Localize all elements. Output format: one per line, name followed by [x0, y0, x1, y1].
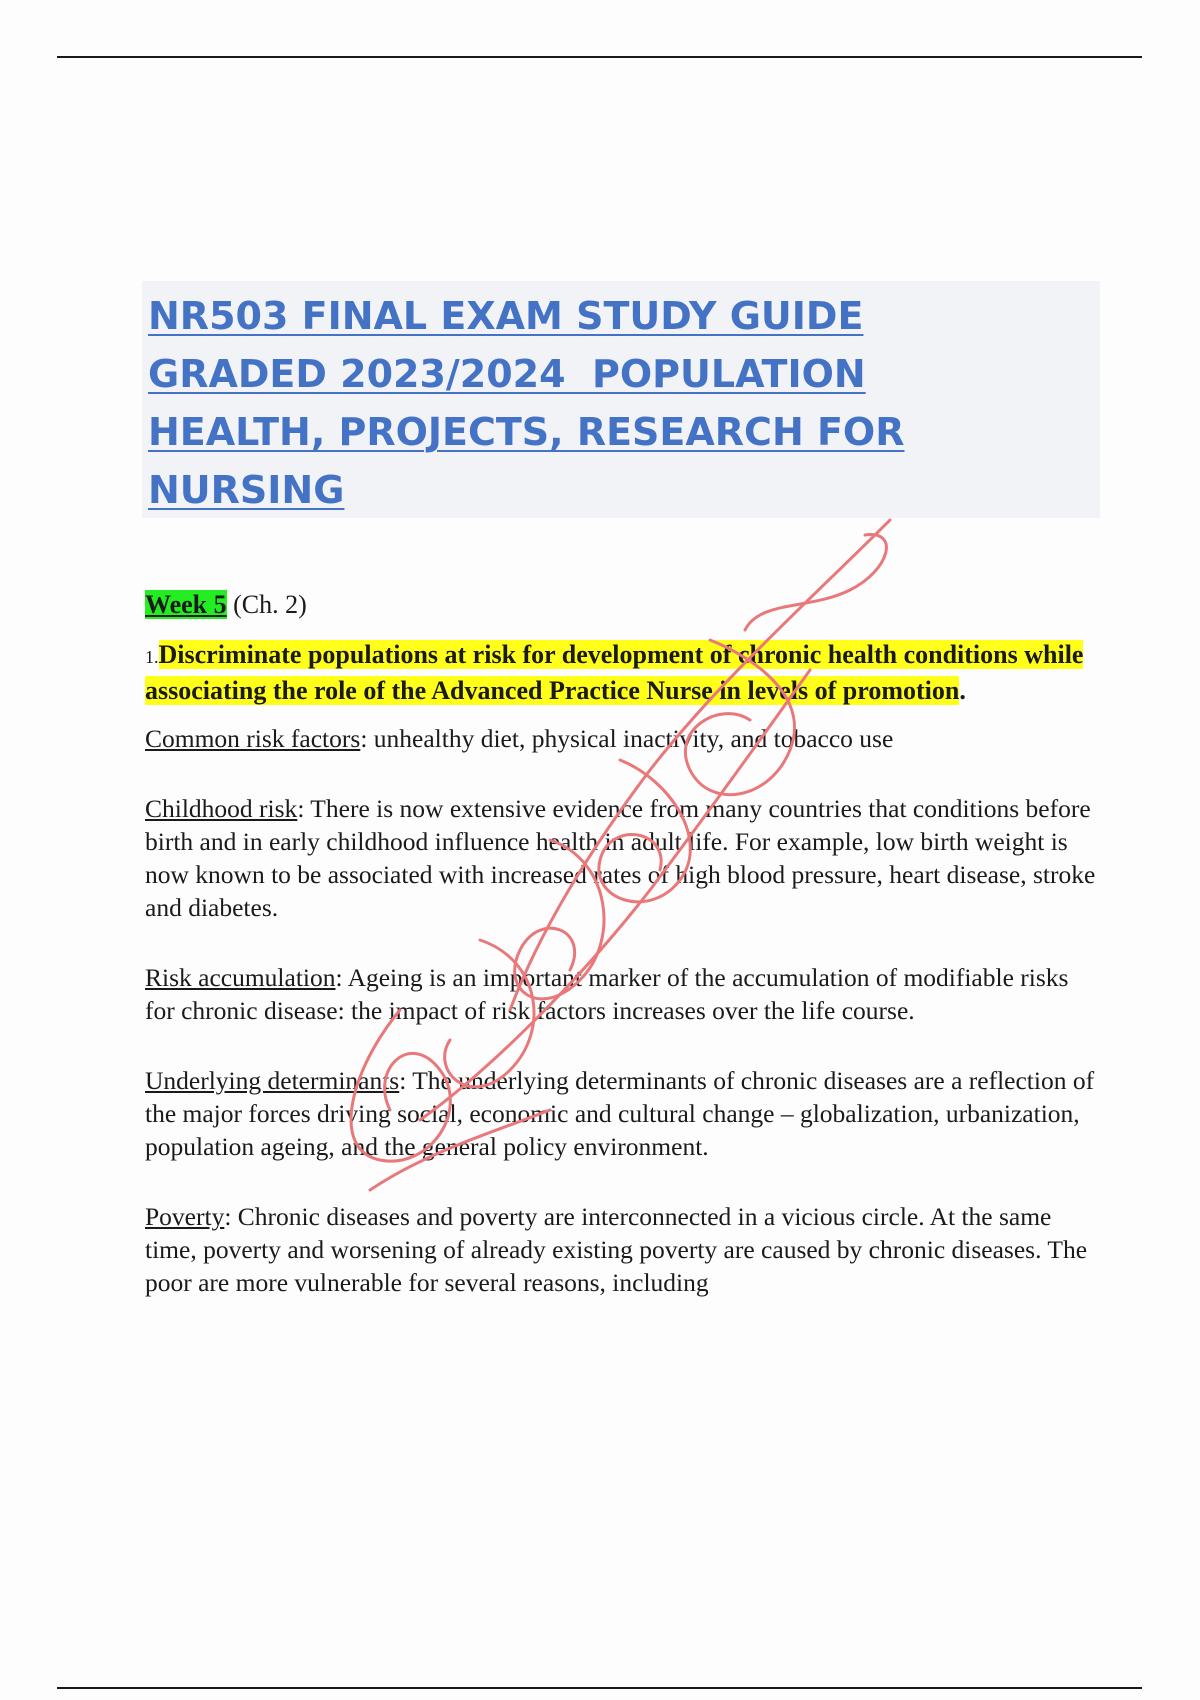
title-box [142, 281, 1100, 518]
section-text: : unhealthy diet, physical inactivity, and tobacco use [360, 724, 894, 753]
question-text: Discriminate populations at risk for development of chronic health conditions while associating the role of the Advanced Practice Nurse in levels of promotion [145, 640, 1084, 705]
section-text: : The underlying determinants of chronic diseases are a reflection of the major forces driving social, economic and cultural change – globalization, urbanization, population ageing, and the general policy environment. [145, 1066, 1095, 1161]
section-label: Common risk factors [145, 724, 361, 753]
title-line: HEALTH, PROJECTS, RESEARCH FOR [148, 410, 905, 454]
section-risk-accumulation [145, 961, 1100, 1027]
section-childhood-risk [145, 792, 1100, 924]
document-title [148, 287, 1100, 519]
section-label: Childhood risk [145, 794, 298, 823]
section-text: : Ageing is an important marker of the accumulation of modifiable risks for chronic disease: the impact of risk factors increases over the life course. [145, 963, 1069, 1025]
section-label: Risk accumulation [145, 963, 336, 992]
title-line: NURSING [148, 468, 345, 512]
bottom-rule [57, 1687, 1142, 1689]
section-common-risk-factors [145, 722, 1100, 755]
section-underlying-determinants [145, 1064, 1100, 1163]
section-label: Poverty [145, 1202, 225, 1231]
week-label: Week 5 [145, 590, 227, 619]
section-poverty [145, 1200, 1100, 1299]
section-text: : There is now extensive evidence from many countries that conditions before birth and in early childhood influence health in adult life. For example, low birth weight is now known to be associated with increased rates of high blood pressure, heart disease, stroke and diabetes. [145, 794, 1096, 922]
week-heading [145, 590, 1100, 620]
question-number: 1. [145, 647, 159, 667]
title-line: NR503 FINAL EXAM STUDY GUIDE [148, 294, 864, 338]
question-1 [145, 638, 1100, 708]
top-rule [57, 56, 1142, 58]
section-label: Underlying determinants [145, 1066, 400, 1095]
question-end: . [959, 676, 966, 705]
title-line: GRADED 2023/2024 POPULATION [148, 352, 866, 396]
document-body [145, 590, 1100, 1336]
week-chapter: (Ch. 2) [226, 590, 307, 619]
section-text: : Chronic diseases and poverty are interconnected in a vicious circle. At the same time, poverty and worsening of already existing poverty are caused by chronic diseases. The poor are more vulnerable for several reasons, including [145, 1202, 1088, 1297]
